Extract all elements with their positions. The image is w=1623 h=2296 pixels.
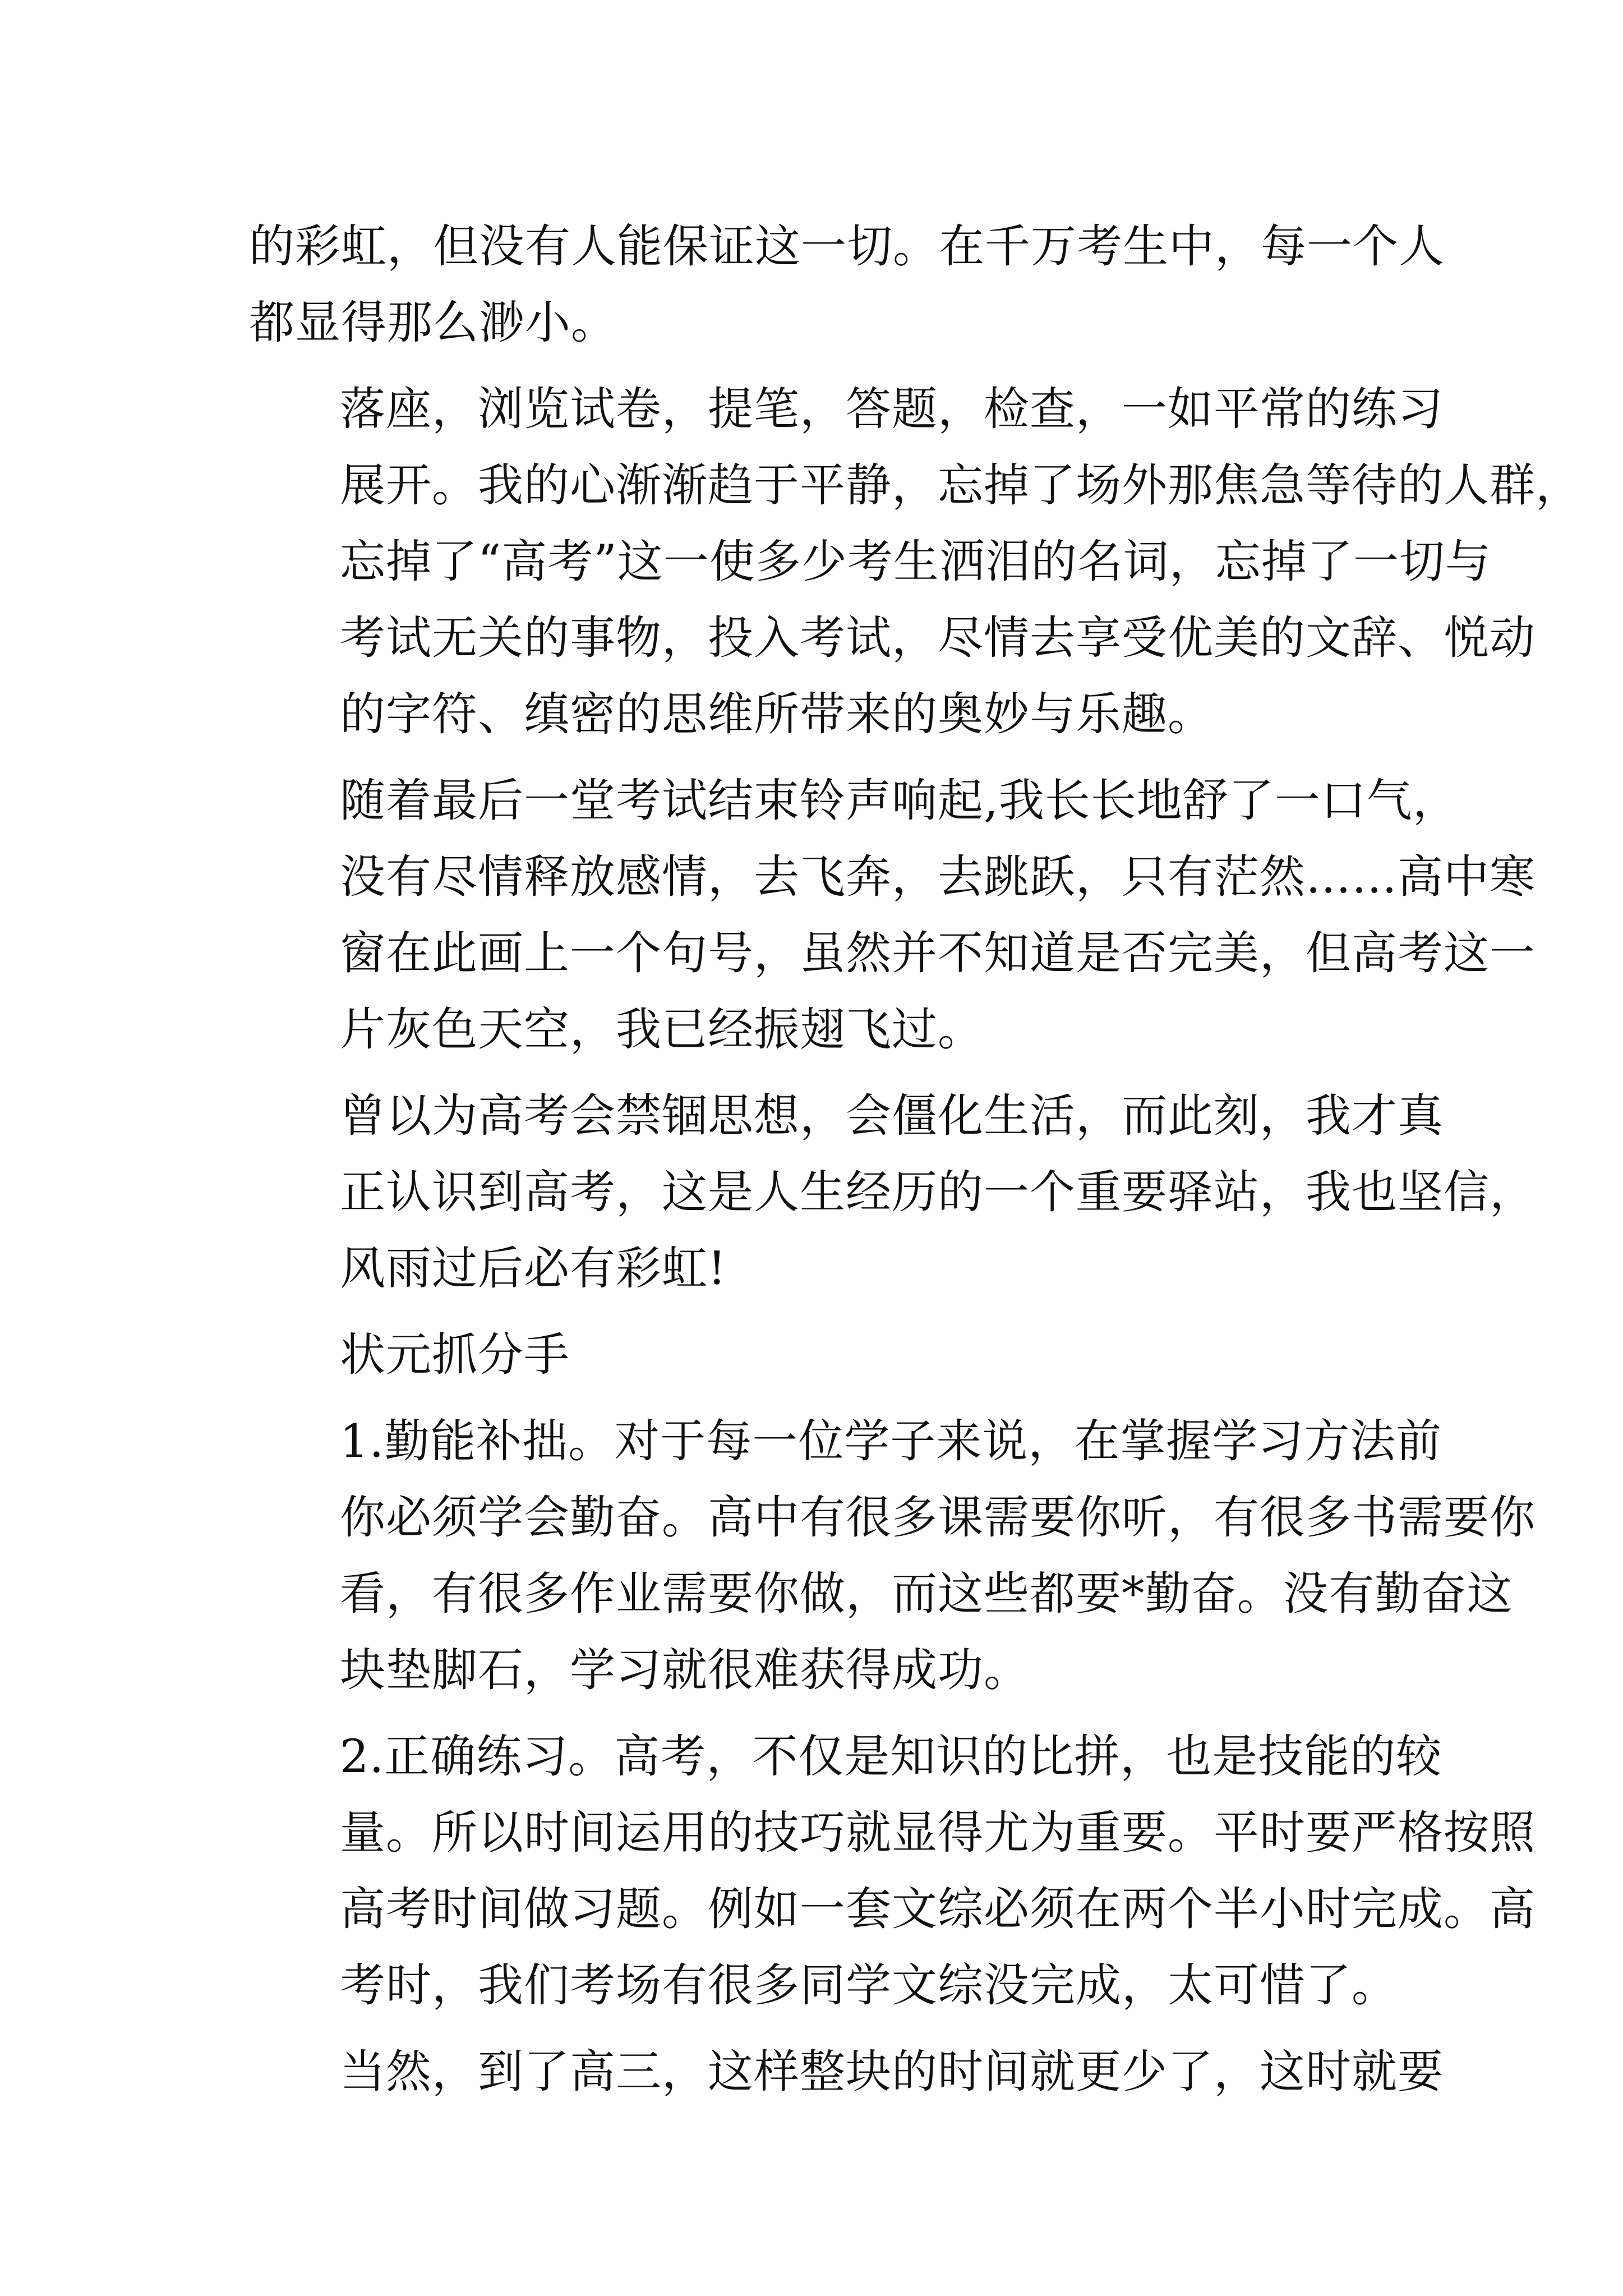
text-line: 块垫脚石，学习就很难获得成功。 [340, 1644, 1030, 1697]
text-line: 随着最后一堂考试结束铃声响起,我长长地舒了一口气， [340, 775, 1459, 827]
paragraph-4 [249, 1078, 1536, 1307]
text-line: 曾以为高考会禁锢思想，会僵化生活，而此刻，我才真 [340, 1090, 1444, 1143]
paragraph-3 [249, 763, 1536, 1068]
text-line: 窗在此画上一个句号，虽然并不知道是否完美，但高考这一 [340, 927, 1536, 980]
section-heading [249, 1317, 1393, 1393]
text-line: 都显得那么渺小。 [249, 297, 617, 349]
text-line: 1.勤能补拙。对于每一位学子来说，在掌握学习方法前 [340, 1415, 1442, 1468]
text-line: 没有尽情释放感情，去飞奔，去跳跃，只有茫然……高中寒 [340, 851, 1536, 904]
text-line: 片灰色天空，我已经振翅飞过。 [340, 1004, 984, 1056]
text-line: 高考时间做习题。例如一套文综必须在两个半小时完成。高 [340, 1883, 1536, 1936]
text-line: 考时，我们考场有很多同学文综没完成，太可惜了。 [340, 1959, 1398, 2012]
paragraph-8 [249, 2034, 1444, 2110]
paragraph-2 [249, 371, 1582, 753]
text-line: 的彩虹，但没有人能保证这一切。在千万考生中，每一个人 [249, 220, 1445, 273]
text-line: 状元抓分手 [340, 1329, 570, 1382]
text-line: 你必须学会勤奋。高中有很多课需要你听，有很多书需要你 [340, 1492, 1536, 1544]
text-line: 落座，浏览试卷，提笔，答题，检查，一如平常的练习 [340, 383, 1444, 436]
paragraph-1 [249, 209, 1445, 361]
text-line: 当然，到了高三，这样整块的时间就更少了，这时就要 [340, 2046, 1444, 2099]
paragraph-7 [249, 1719, 1536, 2024]
text-line: 正认识到高考，这是人生经历的一个重要驿站，我也坚信， [340, 1166, 1536, 1219]
text-line: 2.正确练习。高考，不仅是知识的比拼，也是技能的较 [340, 1731, 1442, 1783]
paragraph-6 [249, 1404, 1536, 1709]
document-body [249, 209, 1582, 2110]
text-line: 展开。我的心渐渐趋于平静，忘掉了场外那焦急等待的人群， [340, 459, 1582, 512]
text-line: 风雨过后必有彩虹! [340, 1243, 727, 1295]
text-line: 的字符、缜密的思维所带来的奥妙与乐趣。 [340, 688, 1214, 741]
text-line: 忘掉了“高考”这一使多少考生洒泪的名词，忘掉了一切与 [340, 536, 1491, 588]
text-line: 看，有很多作业需要你做，而这些都要*勤奋。没有勤奋这 [340, 1568, 1513, 1621]
text-line: 量。所以时间运用的技巧就显得尤为重要。平时要严格按照 [340, 1807, 1536, 1860]
text-line: 考试无关的事物，投入考试，尽情去享受优美的文辞、悦动 [340, 612, 1536, 665]
